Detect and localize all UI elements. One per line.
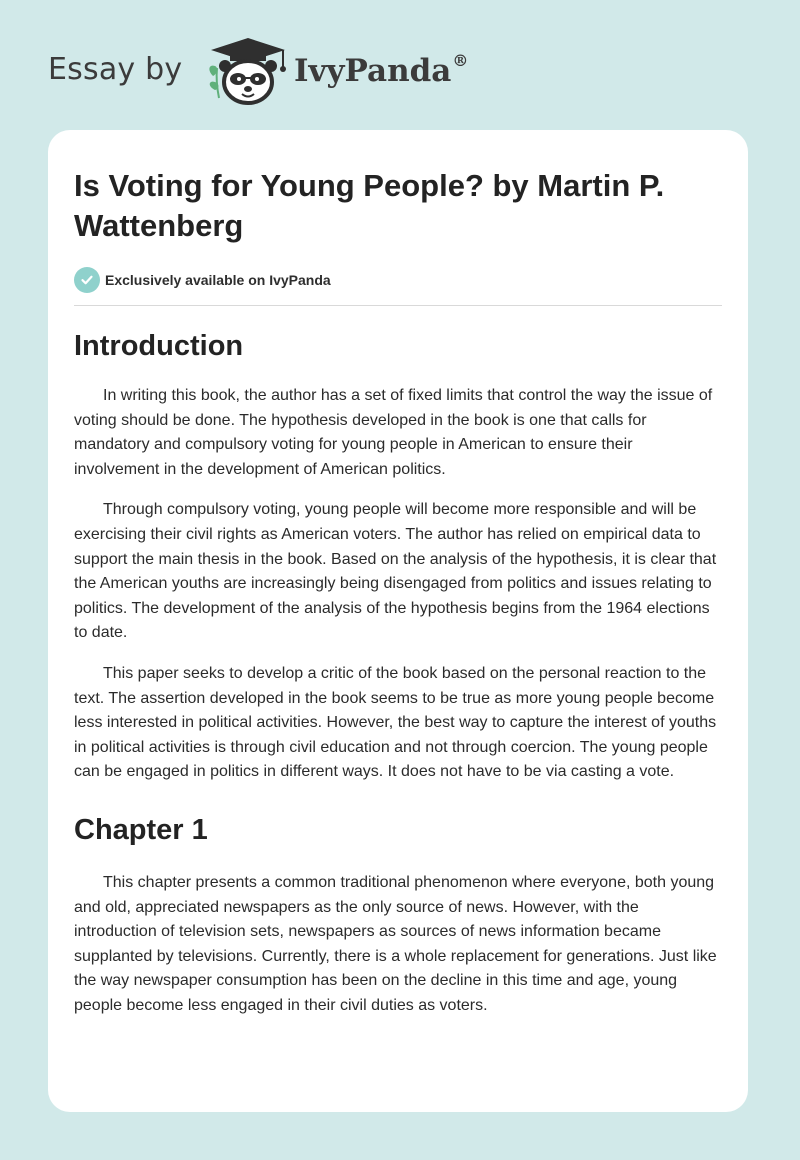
exclusive-label: Exclusively available on IvyPanda	[105, 272, 331, 288]
divider	[74, 305, 722, 306]
section-heading-introduction: Introduction	[74, 330, 244, 362]
section-heading-chapter-1: Chapter 1	[74, 813, 208, 846]
brand-text: IvyPanda	[294, 53, 452, 89]
exclusive-badge	[74, 266, 722, 294]
paragraph: Through compulsory voting, young people will become more responsible and will be exercising their civil rights as American voters. The author has relied on empirical data to support the main thesis in the book. Based on the analysis of the hypothesis, it is clear that the American youths are increasingly being disengaged from politics and issues relating to politics. The development of the analysis of the hypothesis begins from the 1964 elections to date.	[74, 501, 717, 642]
essay-by-label: Essay by	[48, 52, 183, 87]
check-icon	[74, 267, 100, 293]
paragraph: In writing this book, the author has a set of fixed limits that control the way the issue of voting should be done. The hypothesis developed in the book is one that calls for mandatory and compulsory voting for young people in American to ensure their involvement in the development of American politics.	[74, 387, 713, 478]
paragraph: This paper seeks to develop a critic of the book based on the personal reaction to the text. The assertion developed in the book seems to be true as more young people become less interested in political activities. However, the best way to capture the interest of youths in political activities is through civil education and not through coercion. The young people can be engaged in politics in different ways. It does not have to be via casting a vote.	[74, 664, 717, 781]
site-header	[0, 0, 800, 130]
article-card	[48, 130, 748, 1112]
brand-name[interactable]	[294, 53, 468, 89]
paragraph: This chapter presents a common traditional phenomenon where everyone, both young and old, appreciated newspapers as the only source of news. However, with the introduction of television sets, newspapers as sources of news information became supplanted by televisions. Currently, there is a whole replacement for generations. Just like the way newspaper consumption has been on the decline in this time and age, young people become less engaged in their civil duties as voters.	[74, 873, 717, 1014]
panda-graduate-icon[interactable]	[203, 36, 293, 108]
registered-mark: ®	[452, 51, 469, 70]
article-title: Is Voting for Young People? by Martin P. Wattenberg	[74, 168, 665, 243]
